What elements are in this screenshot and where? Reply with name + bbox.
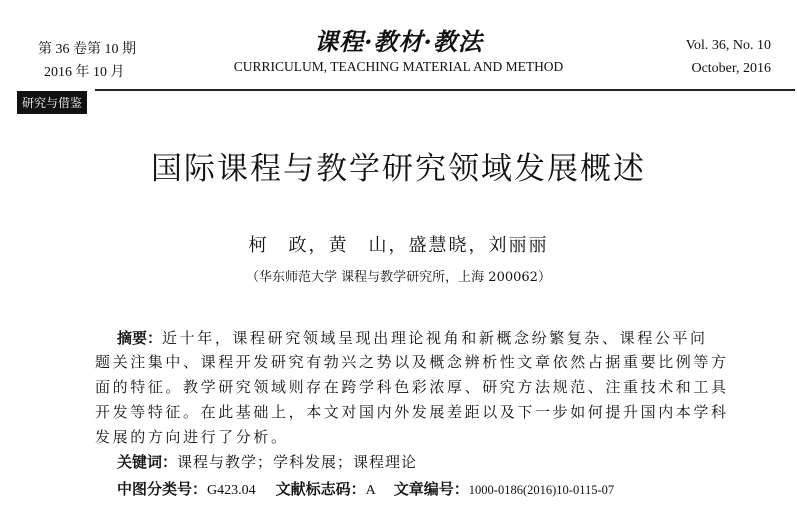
section-tag: 研究与借鉴 bbox=[17, 91, 87, 114]
abstract-line: 摘要：近十年，课程研究领域呈现出理论视角和新概念纷繁复杂、课程公平问 bbox=[117, 329, 708, 347]
abstract-label: 摘要： bbox=[117, 329, 163, 347]
article-title: 国际课程与教学研究领域发展概述 bbox=[151, 151, 646, 187]
abstract-line: 题关注集中、课程开发研究有勃兴之势以及概念辨析性文章依然占据重要比例等方 bbox=[95, 353, 729, 371]
header-rule bbox=[95, 89, 795, 91]
abstract-line: 面的特征。教学研究领域则存在跨学科色彩浓厚、研究方法规范、注重技术和工具 bbox=[95, 378, 729, 396]
abstract-line: 开发等特征。在此基础上，本文对国内外发展差距以及下一步如何提升国内本学科 bbox=[95, 403, 729, 421]
affiliation: （华东师范大学 课程与教学研究所，上海 200062） bbox=[246, 270, 551, 285]
journal-title-en: CURRICULUM, TEACHING MATERIAL AND METHOD bbox=[233, 59, 564, 74]
authors: 柯 政，黄 山，盛慧晓，刘丽丽 bbox=[248, 235, 549, 256]
journal-title-cn: 课程·教材·教法 bbox=[314, 27, 483, 56]
issue-number: 第 36 卷第 10 期 bbox=[38, 42, 136, 57]
volume-date: October, 2016 bbox=[691, 61, 771, 76]
classification: 中图分类号：G423.04 文献标志码：A 文章编号：1000-0186(2016)10-0115-07 bbox=[117, 480, 615, 498]
abstract-line: 发展的方向进行了分析。 bbox=[95, 428, 289, 446]
volume-number: Vol. 36, No. 10 bbox=[685, 38, 771, 53]
keywords: 关键词：课程与教学；学科发展；课程理论 bbox=[117, 453, 418, 471]
issue-date: 2016 年 10 月 bbox=[44, 65, 125, 80]
